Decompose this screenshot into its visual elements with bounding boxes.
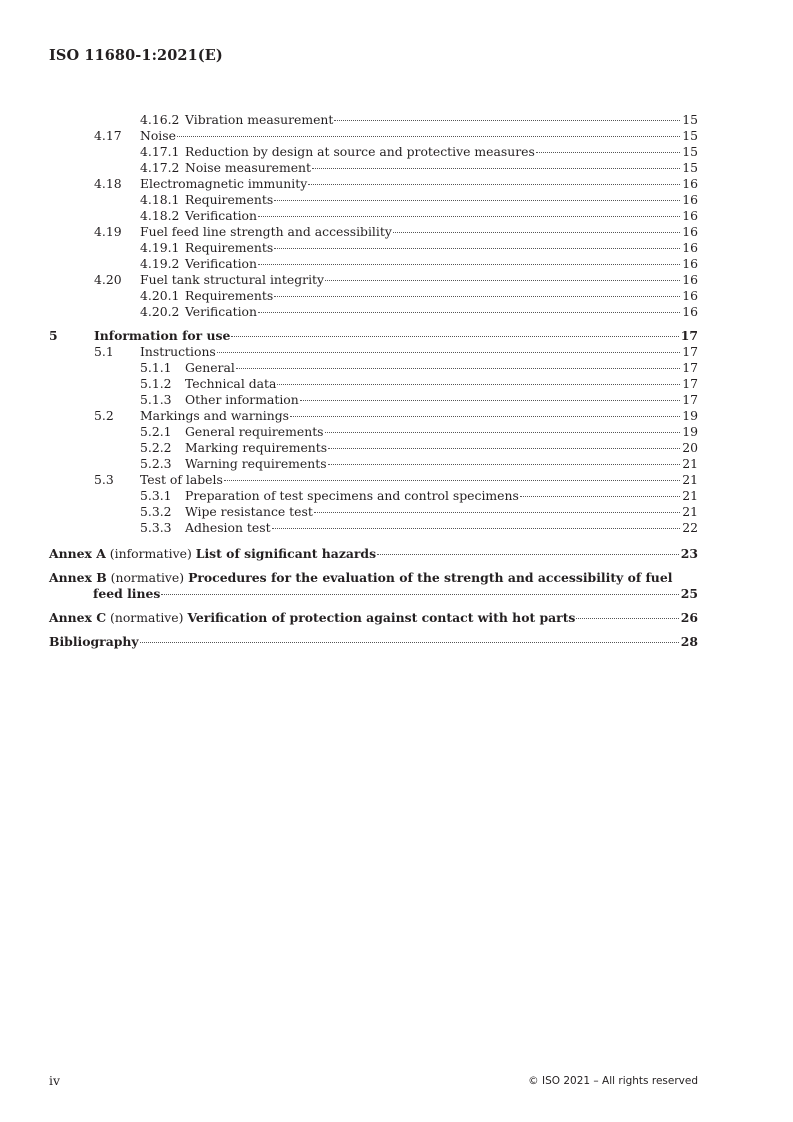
section-number: 5.3.1: [140, 488, 172, 503]
toc-entry[interactable]: [0, 328, 793, 344]
section-number: 5.2.2: [140, 440, 172, 455]
dot-leader: [377, 554, 679, 555]
toc-entry[interactable]: [0, 208, 793, 224]
dot-leader: [231, 336, 678, 337]
section-title: General requirements: [185, 424, 324, 439]
toc-entry[interactable]: [0, 424, 793, 440]
section-title: Requirements: [185, 240, 274, 255]
section-number: 4.20.2: [140, 304, 180, 319]
dot-leader: [290, 416, 680, 417]
section-number: 5.3.2: [140, 504, 172, 519]
toc-entry[interactable]: [0, 304, 793, 320]
dot-leader: [272, 528, 681, 529]
section-number: 5.1.3: [140, 392, 172, 407]
page-number: 19: [682, 424, 698, 439]
toc-entry[interactable]: [0, 472, 793, 488]
toc-entry[interactable]: [0, 128, 793, 144]
page-number: 26: [680, 610, 698, 625]
toc-entry[interactable]: [0, 376, 793, 392]
dot-leader: [236, 368, 680, 369]
page-number: 16: [682, 288, 698, 303]
section-title: Technical data: [185, 376, 277, 391]
section-number: 5.2.1: [140, 424, 172, 439]
section-title: Wipe resistance test: [185, 504, 313, 519]
dot-leader: [274, 200, 680, 201]
bibliography-title: Bibliography: [49, 634, 139, 649]
document-id-header: ISO 11680-1:2021(E): [49, 47, 223, 64]
dot-leader: [224, 480, 680, 481]
annex-kind: (informative): [109, 546, 192, 561]
annex-label: Annex A: [49, 546, 106, 561]
dot-leader: [328, 464, 681, 465]
page-number: 16: [682, 272, 698, 287]
toc-entry[interactable]: [0, 408, 793, 424]
dot-leader: [258, 264, 680, 265]
toc-entry[interactable]: [0, 440, 793, 456]
footer-copyright: © ISO 2021 – All rights reserved: [528, 1075, 698, 1087]
page-number: 17: [682, 360, 698, 375]
section-title: Requirements: [185, 288, 274, 303]
section-title: Vibration measurement: [185, 112, 334, 127]
section-number: 5.3.3: [140, 520, 172, 535]
page-number: 17: [682, 344, 698, 359]
annex-label: Annex B: [49, 570, 107, 585]
toc-entry[interactable]: [0, 160, 793, 176]
section-title: Other information: [185, 392, 299, 407]
section-title: Fuel tank structural integrity: [140, 272, 325, 287]
page-number: 16: [682, 240, 698, 255]
annex-kind: (normative): [110, 610, 184, 625]
section-title: Verification: [185, 208, 258, 223]
page-number: 16: [682, 176, 698, 191]
section-title: Noise measurement: [185, 160, 311, 175]
section-title: Warning requirements: [185, 456, 327, 471]
section-title: Test of labels: [140, 472, 223, 487]
section-number: 4.16.2: [140, 112, 180, 127]
section-title: Marking requirements: [185, 440, 328, 455]
toc-entry-annex-c[interactable]: [0, 610, 793, 626]
page-number: 17: [682, 376, 698, 391]
section-title: Verification: [185, 304, 258, 319]
section-number: 5.3: [94, 472, 114, 487]
page-number: 16: [682, 304, 698, 319]
toc-entry[interactable]: [0, 144, 793, 160]
section-number: 4.19: [94, 224, 122, 239]
section-title: Instructions: [140, 344, 216, 359]
section-number: 5.2.3: [140, 456, 172, 471]
dot-leader: [140, 642, 679, 643]
dot-leader: [312, 168, 680, 169]
page-number: 21: [682, 472, 698, 487]
toc-entry[interactable]: [0, 272, 793, 288]
annex-title: List of significant hazards: [195, 546, 377, 561]
dot-leader: [177, 136, 680, 137]
section-title: Adhesion test: [185, 520, 271, 535]
page-number: 15: [682, 128, 698, 143]
dot-leader: [325, 280, 680, 281]
section-number: 4.20: [94, 272, 122, 287]
annex-title-line2: feed lines: [93, 586, 161, 601]
footer-page-number: iv: [49, 1073, 60, 1088]
dot-leader: [161, 594, 678, 595]
dot-leader: [328, 448, 680, 449]
section-number: 5.2: [94, 408, 114, 423]
toc-entry[interactable]: [0, 256, 793, 272]
page-number: 21: [682, 488, 698, 503]
dot-leader: [258, 216, 680, 217]
section-number: 5: [49, 328, 58, 343]
annex-title: Verification of protection against contact with hot parts: [187, 610, 576, 625]
dot-leader: [258, 312, 680, 313]
page-number: 21: [682, 504, 698, 519]
toc-entry[interactable]: [0, 344, 793, 360]
toc-entry[interactable]: [0, 392, 793, 408]
section-number: 5.1: [94, 344, 114, 359]
toc-entry[interactable]: [0, 288, 793, 304]
dot-leader: [536, 152, 680, 153]
toc-entry-annex-a[interactable]: [0, 546, 793, 562]
dot-leader: [325, 432, 681, 433]
page-number: 15: [682, 160, 698, 175]
section-number: 4.19.2: [140, 256, 180, 271]
section-title: Electromagnetic immunity: [140, 176, 308, 191]
toc-entry[interactable]: [0, 456, 793, 472]
page-number: 17: [682, 392, 698, 407]
page-number: 16: [682, 192, 698, 207]
section-number: 5.1.1: [140, 360, 172, 375]
annex-kind: (normative): [110, 570, 185, 585]
section-title: Preparation of test specimens and control specimens: [185, 488, 519, 503]
section-number: 4.19.1: [140, 240, 180, 255]
page-number: 16: [682, 208, 698, 223]
section-number: 5.1.2: [140, 376, 172, 391]
section-title: Fuel feed line strength and accessibility: [140, 224, 392, 239]
dot-leader: [308, 184, 680, 185]
page-number: 15: [682, 112, 698, 127]
section-number: 4.17.2: [140, 160, 180, 175]
page-number: 20: [682, 440, 698, 455]
section-title: Information for use: [94, 328, 231, 343]
toc-entry[interactable]: [0, 224, 793, 240]
dot-leader: [334, 120, 680, 121]
section-title: Noise: [140, 128, 176, 143]
toc-entry[interactable]: [0, 360, 793, 376]
dot-leader: [314, 512, 680, 513]
section-number: 4.18.1: [140, 192, 180, 207]
dot-leader: [393, 232, 680, 233]
section-number: 4.17.1: [140, 144, 180, 159]
page-number: 23: [680, 546, 698, 561]
section-title: Reduction by design at source and protective measures: [185, 144, 535, 159]
toc-entry-bibliography[interactable]: [0, 634, 793, 650]
toc-entry[interactable]: [0, 520, 793, 536]
page-number: 16: [682, 256, 698, 271]
page-number: 19: [682, 408, 698, 423]
section-number: 4.18: [94, 176, 122, 191]
toc-entry[interactable]: [0, 488, 793, 504]
dot-leader: [277, 384, 680, 385]
section-title: Requirements: [185, 192, 274, 207]
page-number: 15: [682, 144, 698, 159]
section-number: 4.18.2: [140, 208, 180, 223]
dot-leader: [274, 248, 680, 249]
section-number: 4.20.1: [140, 288, 180, 303]
annex-title-line1: Procedures for the evaluation of the strength and accessibility of fuel: [188, 570, 673, 585]
page-number: 22: [682, 520, 698, 535]
section-number: 4.17: [94, 128, 122, 143]
page-number: 17: [680, 328, 698, 343]
section-title: General: [185, 360, 235, 375]
section-title: Markings and warnings: [140, 408, 290, 423]
dot-leader: [217, 352, 680, 353]
toc-entry-annex-b[interactable]: [49, 570, 698, 602]
annex-label: Annex C: [49, 610, 107, 625]
toc-entry[interactable]: [0, 112, 793, 128]
page-number: 16: [682, 224, 698, 239]
section-title: Verification: [185, 256, 258, 271]
page-number: 28: [680, 634, 698, 649]
toc-entry[interactable]: [0, 240, 793, 256]
dot-leader: [520, 496, 680, 497]
dot-leader: [274, 296, 680, 297]
page-number: 25: [680, 586, 698, 601]
toc-entry[interactable]: [0, 504, 793, 520]
page-number: 21: [682, 456, 698, 471]
toc-entry[interactable]: [0, 176, 793, 192]
toc-entry[interactable]: [0, 192, 793, 208]
dot-leader: [576, 618, 678, 619]
dot-leader: [300, 400, 680, 401]
